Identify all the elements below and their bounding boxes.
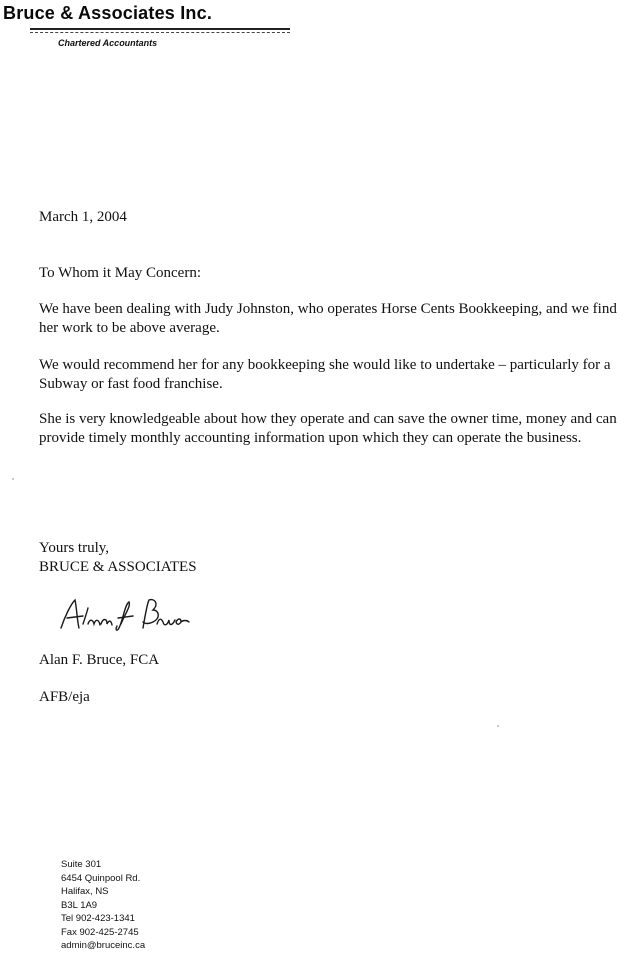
paragraph-2: We would recommend her for any bookkeeping she would like to undertake – particularly for a Subway or fast food franchise.	[39, 357, 611, 392]
letterhead-rule	[30, 28, 290, 33]
reference-initials: AFB/eja	[39, 689, 90, 705]
fax-line: Fax 902-425-2745	[61, 926, 139, 938]
closing-phrase: Yours truly,	[39, 540, 110, 556]
address-line: Suite 301	[61, 859, 102, 870]
email-line: admin@bruceinc.ca	[61, 940, 146, 951]
address-line: 6454 Quinpool Rd.	[61, 872, 141, 884]
signature	[55, 594, 195, 636]
firm-tagline: Chartered Accountants	[58, 38, 158, 48]
paragraph-1: We have been dealing with Judy Johnston, who operates Horse Cents Bookkeeping, and we find her work to be above average.	[39, 301, 617, 336]
signer-name: Alan F. Bruce, FCA	[39, 652, 160, 668]
paragraph-3: She is very knowledgeable about how they operate and can save the owner time, money and can provide timely monthly accounting information upon which they can operate the business.	[39, 411, 617, 446]
salutation: To Whom it May Concern:	[39, 265, 201, 281]
closing-block	[39, 539, 197, 577]
closing-firm: BRUCE & ASSOCIATES	[39, 559, 197, 575]
scan-speck	[12, 478, 14, 480]
address-line: B3L 1A9	[61, 899, 98, 911]
letterhead	[0, 0, 300, 60]
letter-date: March 1, 2004	[39, 209, 127, 225]
firm-name: Bruce & Associates Inc.	[3, 3, 213, 23]
phone-line: Tel 902-423-1341	[61, 913, 135, 924]
footer-address	[61, 858, 145, 953]
address-line: Halifax, NS	[61, 886, 109, 897]
scan-speck	[497, 725, 499, 727]
